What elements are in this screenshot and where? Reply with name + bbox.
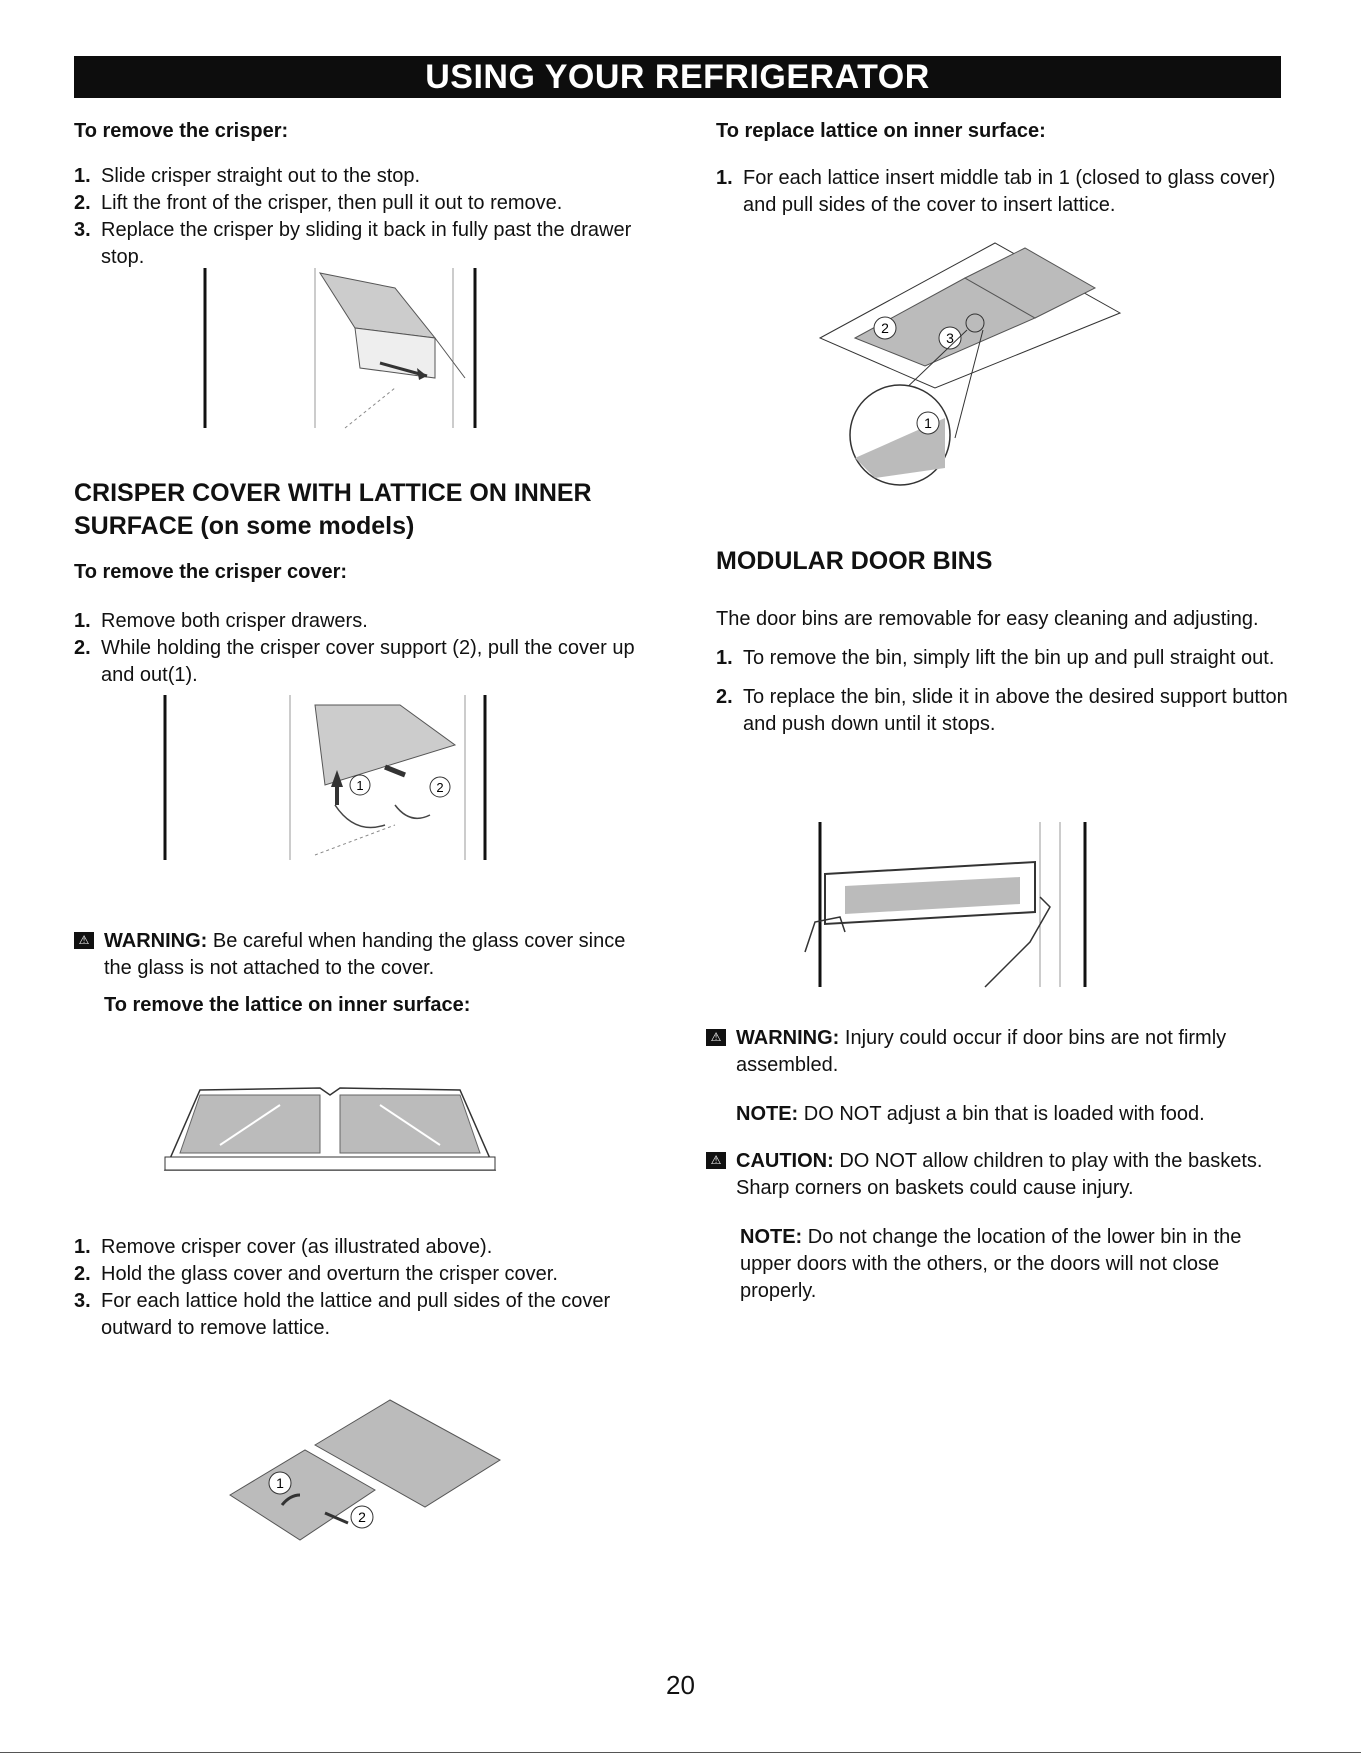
remove-crisper-heading: To remove the crisper: bbox=[74, 120, 289, 142]
warning-icon: ⚠ bbox=[74, 932, 94, 949]
callout-1: 1 bbox=[924, 415, 932, 431]
lattice-panels-illustration bbox=[220, 1395, 520, 1550]
caution-icon: ⚠ bbox=[706, 1152, 726, 1169]
list-item: 3. For each lattice hold the lattice and pull sides of the cover outward to remove lattice. bbox=[74, 1290, 611, 1339]
remove-crisper-cover-steps bbox=[74, 608, 654, 689]
door-bins-title: MODULAR DOOR BINS bbox=[716, 547, 993, 575]
callout-2: 2 bbox=[358, 1509, 366, 1525]
page-number: 20 bbox=[666, 1670, 695, 1700]
door-bins-notes bbox=[706, 1025, 1291, 1305]
crisper-warning: ⚠ WARNING: Be careful when handing the glass cover since the glass is not attached to the cover. bbox=[74, 928, 654, 982]
list-item: 1. Remove both crisper drawers. bbox=[74, 610, 368, 632]
crisper-removal-illustration bbox=[195, 268, 495, 433]
callout-3: 3 bbox=[946, 330, 954, 346]
list-item: 2. To replace the bin, slide it in above the desired support button and push down until it stops. bbox=[716, 686, 1288, 735]
crisper-cover-title: CRISPER COVER WITH LATTICE ON INNER SURFACE (on some models) bbox=[74, 479, 592, 540]
warning-icon: ⚠ bbox=[706, 1029, 726, 1046]
left-column bbox=[74, 118, 634, 271]
list-item: 2. Hold the glass cover and overturn the crisper cover. bbox=[74, 1263, 558, 1285]
list-item: 1. For each lattice insert middle tab in 1 (closed to glass cover) and pull sides of the cover to insert lattice. bbox=[716, 167, 1276, 216]
caution-label: CAUTION: bbox=[736, 1150, 834, 1172]
callout-1: 1 bbox=[356, 778, 364, 793]
list-item: 1. To remove the bin, simply lift the bin up and pull straight out. bbox=[716, 647, 1275, 669]
callout-2: 2 bbox=[436, 780, 444, 795]
replace-lattice-illustration bbox=[815, 238, 1125, 493]
door-bins-intro: The door bins are removable for easy cleaning and adjusting. bbox=[716, 608, 1259, 630]
right-column bbox=[716, 118, 1286, 219]
door-bins-caution: ⚠ CAUTION: DO NOT allow children to play with the baskets. Sharp corners on baskets could cause injury. bbox=[706, 1148, 1291, 1202]
note-adjust-bin: NOTE: DO NOT adjust a bin that is loaded with food. bbox=[736, 1103, 1205, 1125]
door-bin-illustration bbox=[785, 822, 1095, 992]
crisper-cover-removal-illustration bbox=[155, 695, 495, 865]
warning-label: WARNING: bbox=[104, 930, 208, 952]
list-item: 2. While holding the crisper cover support (2), pull the cover up and out(1). bbox=[74, 637, 635, 686]
lattice-removal-steps-section bbox=[74, 1234, 654, 1342]
page-banner: USING YOUR REFRIGERATOR bbox=[74, 56, 1281, 98]
warning-and-lattice-section bbox=[74, 928, 654, 1019]
list-item: 1. Remove crisper cover (as illustrated above). bbox=[74, 1236, 493, 1258]
remove-crisper-cover-heading: To remove the crisper cover: bbox=[74, 561, 348, 583]
crisper-cover-section bbox=[74, 477, 654, 689]
bottom-rule bbox=[0, 1752, 1361, 1753]
warning-label: WARNING: bbox=[736, 1027, 840, 1049]
crisper-cover-flat-illustration bbox=[160, 1085, 500, 1180]
door-bins-section bbox=[716, 545, 1291, 738]
remove-lattice-steps bbox=[74, 1234, 654, 1342]
remove-crisper-steps bbox=[74, 163, 634, 271]
callout-2: 2 bbox=[881, 320, 889, 336]
callout-1: 1 bbox=[276, 1475, 284, 1491]
door-bins-steps bbox=[716, 645, 1291, 738]
note-lower-bin: NOTE: Do not change the location of the lower bin in the upper doors with the others, or the doors will not close properly. bbox=[740, 1226, 1242, 1302]
remove-lattice-heading: To remove the lattice on inner surface: bbox=[104, 994, 471, 1016]
list-item: 2. Lift the front of the crisper, then pull it out to remove. bbox=[74, 192, 563, 214]
replace-lattice-steps bbox=[716, 165, 1286, 219]
list-item: 3. Replace the crisper by sliding it back in fully past the drawer stop. bbox=[74, 219, 632, 268]
door-bins-warning: ⚠ WARNING: Injury could occur if door bins are not firmly assembled. bbox=[706, 1025, 1291, 1079]
replace-lattice-heading: To replace lattice on inner surface: bbox=[716, 120, 1046, 142]
list-item: 1. Slide crisper straight out to the stop. bbox=[74, 165, 421, 187]
